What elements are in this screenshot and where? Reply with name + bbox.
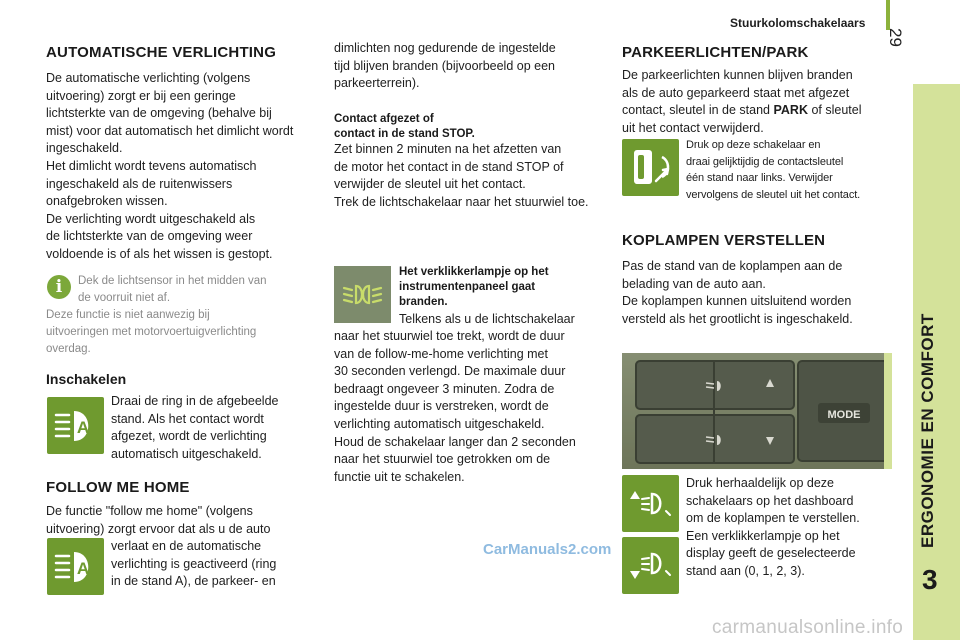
warning-lamp-text-a: Telkens als u de lichtschakelaar <box>399 312 575 326</box>
automatic-lighting-text: De automatische verlichting (volgens uitvoering) zorgt er bij een geringe lichtsterkte van de omgeving (behalve bij mist) voor dat automatisch het dimlicht wordt ingeschakeld. Het dimlicht wordt tevens automatisch ingeschakeld als de ruitenwissers onafgebroken wissen. De verlichting wordt uitgeschakeld als de lichtsterkte van de omgeving weer voldoende is of als het wissen is gestopt. <box>46 71 294 261</box>
info-icon: i <box>47 275 71 299</box>
headlamp-down-icon <box>622 537 679 594</box>
warning-lamp-heading: Het verklikkerlampje op het instrumentenpaneel gaat branden. <box>399 266 549 308</box>
contact-off-heading: Contact afgezet of contact in de stand STOP. <box>334 113 475 140</box>
headlamp-up-icon <box>622 475 679 532</box>
auto-light-ring-icon <box>47 397 104 454</box>
subsection-title-inschakelen: Inschakelen <box>46 371 127 387</box>
section-title-parking-lights: PARKEERLICHTEN/PARK <box>622 44 809 61</box>
section-title-headlamp-adjustment: KOPLAMPEN VERSTELLEN <box>622 232 826 249</box>
header-accent-bar <box>886 0 890 30</box>
warning-lamp-text-b: naar het stuurwiel toe trekt, wordt de duur van de follow-me-home verlichting met 30 seconden verlengd. De maximale duur bedraagt ongeveer 3 minuten. Zodra de ingestelde duur is verstreken, wordt de verlichting automatisch uitgeschakeld. Houd de schakelaar langer dan 2 seconden naar het stuurwiel toe getrokken om de functie uit te schakelen. <box>334 329 576 484</box>
info-note-a: Dek de lichtsensor in het midden van de voorruit niet af. <box>78 275 267 304</box>
follow-me-home-text-a: De functie "follow me home" (volgens uitvoering) zorgt ervoor dat als u de auto <box>46 504 271 536</box>
headlamp-adjustment-note: Druk herhaaldelijk op deze schakelaars op het dashboard om de koplampen te verstellen. Een verklikkerlampje op het display geeft de geselecteerde stand aan (0, 1, 2, 3). <box>686 476 860 578</box>
follow-me-home-continued: dimlichten nog gedurende de ingestelde tijd blijven branden (bijvoorbeeld op een parkeerterrein). <box>334 41 556 91</box>
dipped-beam-warning-lamp-icon <box>334 266 391 323</box>
follow-me-home-text-b: verlaat en de automatische verlichting is geactiveerd (ring in de stand A), de parkeer- en <box>111 539 277 589</box>
parking-switch-icon <box>622 139 679 196</box>
watermark-carmanualsonline[interactable]: carmanualsonline.info <box>712 617 904 638</box>
follow-me-home-ring-icon <box>47 538 104 595</box>
headlamp-adjustment-text: Pas de stand van de koplampen aan de belading van de auto aan. De koplampen kunnen uitsluitend worden versteld als het grootlicht is ingeschakeld. <box>622 259 853 326</box>
contact-off-text: Zet binnen 2 minuten na het afzetten van de motor het contact in de stand STOP of verwijder de sleutel uit het contact. Trek de lichtschakelaar naar het stuurwiel toe. <box>334 142 589 209</box>
watermark-carmanuals2[interactable]: CarManuals2.com <box>483 541 612 558</box>
parking-lights-text: De parkeerlichten kunnen blijven branden als de auto geparkeerd staat met afgezet contact, sleutel in de stand PARK of sleutel uit het contact verwijderd. <box>622 68 862 135</box>
inschakelen-text: Draai de ring in de afgebeelde stand. Als het contact wordt afgezet, wordt de verlichting automatisch uitgeschakeld. <box>111 394 279 461</box>
chapter-number: 3 <box>922 564 938 595</box>
svg-text:A: A <box>76 418 90 437</box>
svg-text:A: A <box>76 559 90 578</box>
info-note-b: Deze functie is niet aanwezig bij uitvoeringen met motorvoertuigverlichting overdag. <box>46 309 257 355</box>
dashboard-switch-photo <box>622 353 892 469</box>
section-title-follow-me-home: FOLLOW ME HOME <box>46 479 190 496</box>
section-title-automatic-lighting: AUTOMATISCHE VERLICHTING <box>46 44 277 61</box>
running-header: Stuurkolomschakelaars <box>730 16 866 30</box>
parking-switch-note: Druk op deze schakelaar en draai gelijktijdig de contactsleutel één stand naar links. Verwijder vervolgens de sleutel uit het contact. <box>686 139 861 201</box>
page-number: 29 <box>886 28 905 47</box>
mode-button-label: MODE <box>827 409 861 421</box>
chapter-title: ERGONOMIE EN COMFORT <box>918 313 937 548</box>
